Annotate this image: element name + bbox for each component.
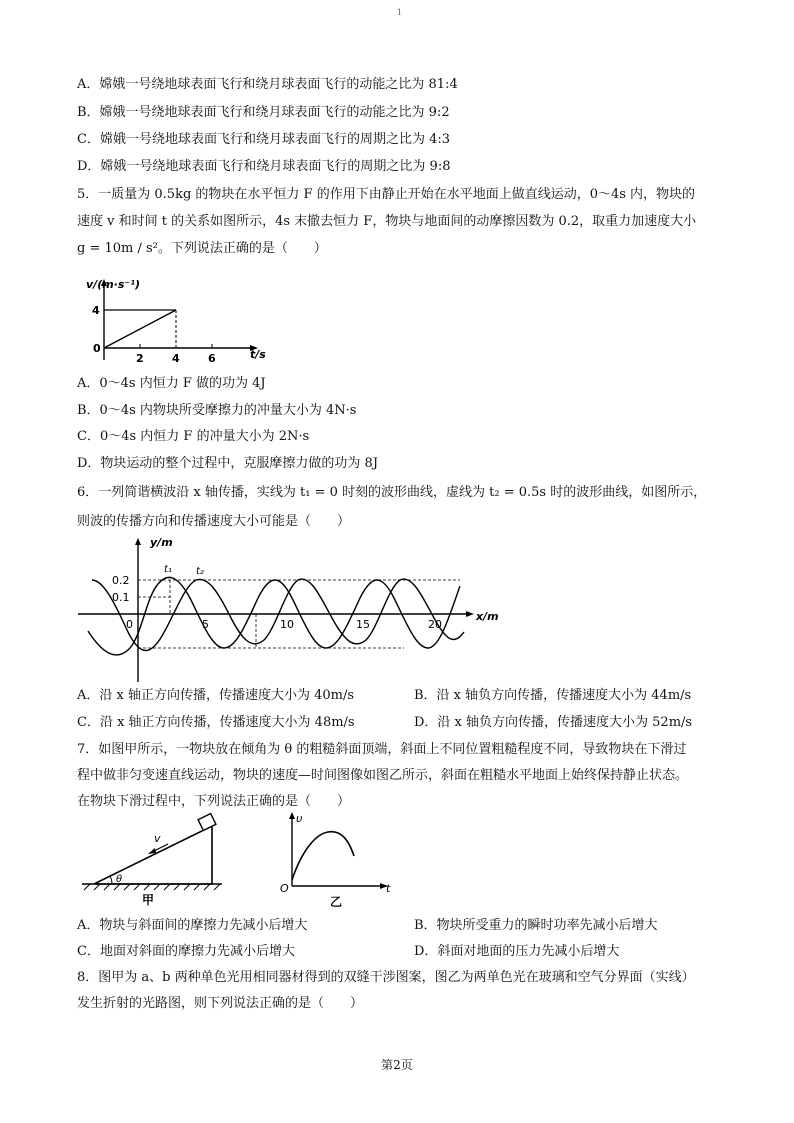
q7-vt-curve xyxy=(292,832,354,880)
q7-yi-label: 乙 xyxy=(330,895,343,908)
q5-ylabel: v/(m·s⁻¹) xyxy=(86,278,141,291)
q7-jia-label: 甲 xyxy=(142,893,155,907)
q6-ytick-02: 0.2 xyxy=(112,574,130,587)
q5-stem-line1: 5．一质量为 0.5kg 的物块在水平恒力 F 的作用下由静止开始在水平地面上做直线运动，0～4s 内，物块的 xyxy=(77,187,696,202)
q7-fig-jia xyxy=(76,812,226,908)
q8-stem-line2: 发生折射的光路图，则下列说法正确的是（ ） xyxy=(77,996,364,1011)
q5-stem-line3: g = 10m / s²。下列说法正确的是（ ） xyxy=(77,241,327,256)
q6-stem-line1: 6．一列简谐横波沿 x 轴传播，实线为 t₁ = 0 时刻的波形曲线，虚线为 t₂ = 0.5s 时的波形曲线，如图所示， xyxy=(77,485,707,500)
q7-stem-line2: 程中做非匀变速直线运动，物块的速度—时间图像如图乙所示，斜面在粗糙水平地面上始终保持静止状态。 xyxy=(77,768,689,783)
q6-xtick-20: 20 xyxy=(428,618,442,631)
q6-wave-graph xyxy=(74,536,504,684)
header-mark: 1 xyxy=(397,8,403,17)
q7-t-axis: t xyxy=(386,882,391,895)
q4-option-d: D．嫦娥一号绕地球表面飞行和绕月球表面飞行的周期之比为 9:8 xyxy=(77,159,451,174)
q6-ylabel: y/m xyxy=(150,536,173,549)
q6-option-b: B．沿 x 轴负方向传播，传播速度大小为 44m/s xyxy=(414,688,692,703)
q4-option-b: B．嫦娥一号绕地球表面飞行和绕月球表面飞行的动能之比为 9:2 xyxy=(77,105,450,120)
q8-stem-line1: 8．图甲为 a、b 两种单色光用相同器材得到的双缝干涉图案，图乙为两单色光在玻璃和空气分界面（实线） xyxy=(77,970,695,985)
q6-xtick-15: 15 xyxy=(356,618,370,631)
q5-option-b: B．0～4s 内物块所受摩擦力的冲量大小为 4N·s xyxy=(77,403,357,418)
q6-origin: 0 xyxy=(126,618,133,631)
q4-option-a: A．嫦娥一号绕地球表面飞行和绕月球表面飞行的动能之比为 81:4 xyxy=(77,77,458,92)
q5-xtick-4: 4 xyxy=(172,352,180,365)
q7-origin: O xyxy=(280,882,289,895)
q7-option-d: D．斜面对地面的压力先减小后增大 xyxy=(414,944,620,959)
q5-origin: 0 xyxy=(93,342,101,355)
q5-option-d: D．物块运动的整个过程中，克服摩擦力做的功为 8J xyxy=(77,456,379,471)
q7-option-a: A．物块与斜面间的摩擦力先减小后增大 xyxy=(77,918,308,933)
q6-option-c: C．沿 x 轴正方向传播，传播速度大小为 48m/s xyxy=(77,715,355,730)
q5-option-a: A．0～4s 内恒力 F 做的功为 4J xyxy=(77,376,266,391)
q5-vt-graph xyxy=(84,278,284,368)
q7-option-c: C．地面对斜面的摩擦力先减小后增大 xyxy=(77,944,295,959)
q6-xtick-10: 10 xyxy=(280,618,294,631)
page-footer: 第2页 xyxy=(381,1058,413,1072)
q6-option-a: A．沿 x 轴正方向传播，传播速度大小为 40m/s xyxy=(77,688,355,703)
q7-v-label: v xyxy=(154,832,161,845)
q7-stem-line3: 在物块下滑过程中，下列说法正确的是（ ） xyxy=(77,794,351,809)
q7-v-axis: υ xyxy=(296,812,303,825)
q7-block xyxy=(198,814,216,831)
q5-option-c: C．0～4s 内恒力 F 的冲量大小为 2N·s xyxy=(77,429,310,444)
q6-xtick-5: 5 xyxy=(202,618,209,631)
q5-stem-line2: 速度 v 和时间 t 的关系如图所示，4s 末撤去恒力 F，物块与地面间的动摩擦因数为 0.2，取重力加速度大小 xyxy=(77,214,697,229)
q7-option-b: B．物块所受重力的瞬时功率先减小后增大 xyxy=(414,918,658,933)
q5-ytick-4: 4 xyxy=(92,304,100,317)
q6-ytick-01: 0.1 xyxy=(112,591,130,604)
q7-incline xyxy=(94,826,212,884)
q5-velocity-line xyxy=(104,310,176,348)
q5-xtick-2: 2 xyxy=(136,352,144,365)
q6-t2-label: t₂ xyxy=(196,566,204,577)
q4-option-c: C．嫦娥一号绕地球表面飞行和绕月球表面飞行的周期之比为 4:3 xyxy=(77,132,451,147)
q6-stem-line2: 则波的传播方向和传播速度大小可能是（ ） xyxy=(77,514,351,529)
q6-option-d: D．沿 x 轴负方向传播，传播速度大小为 52m/s xyxy=(414,715,693,730)
q5-xlabel: t/s xyxy=(250,348,266,361)
q7-fig-yi xyxy=(278,808,398,908)
q6-wave-t1 xyxy=(88,577,460,655)
q6-wave-t2 xyxy=(92,579,464,651)
q5-xtick-6: 6 xyxy=(208,352,216,365)
q7-theta-label: θ xyxy=(116,874,123,885)
q6-t1-label: t₁ xyxy=(164,564,172,575)
q6-xlabel: x/m xyxy=(476,610,499,623)
q7-stem-line1: 7．如图甲所示，一物块放在倾角为 θ 的粗糙斜面顶端，斜面上不同位置粗糙程度不同，导致物块在下滑过 xyxy=(77,742,687,757)
